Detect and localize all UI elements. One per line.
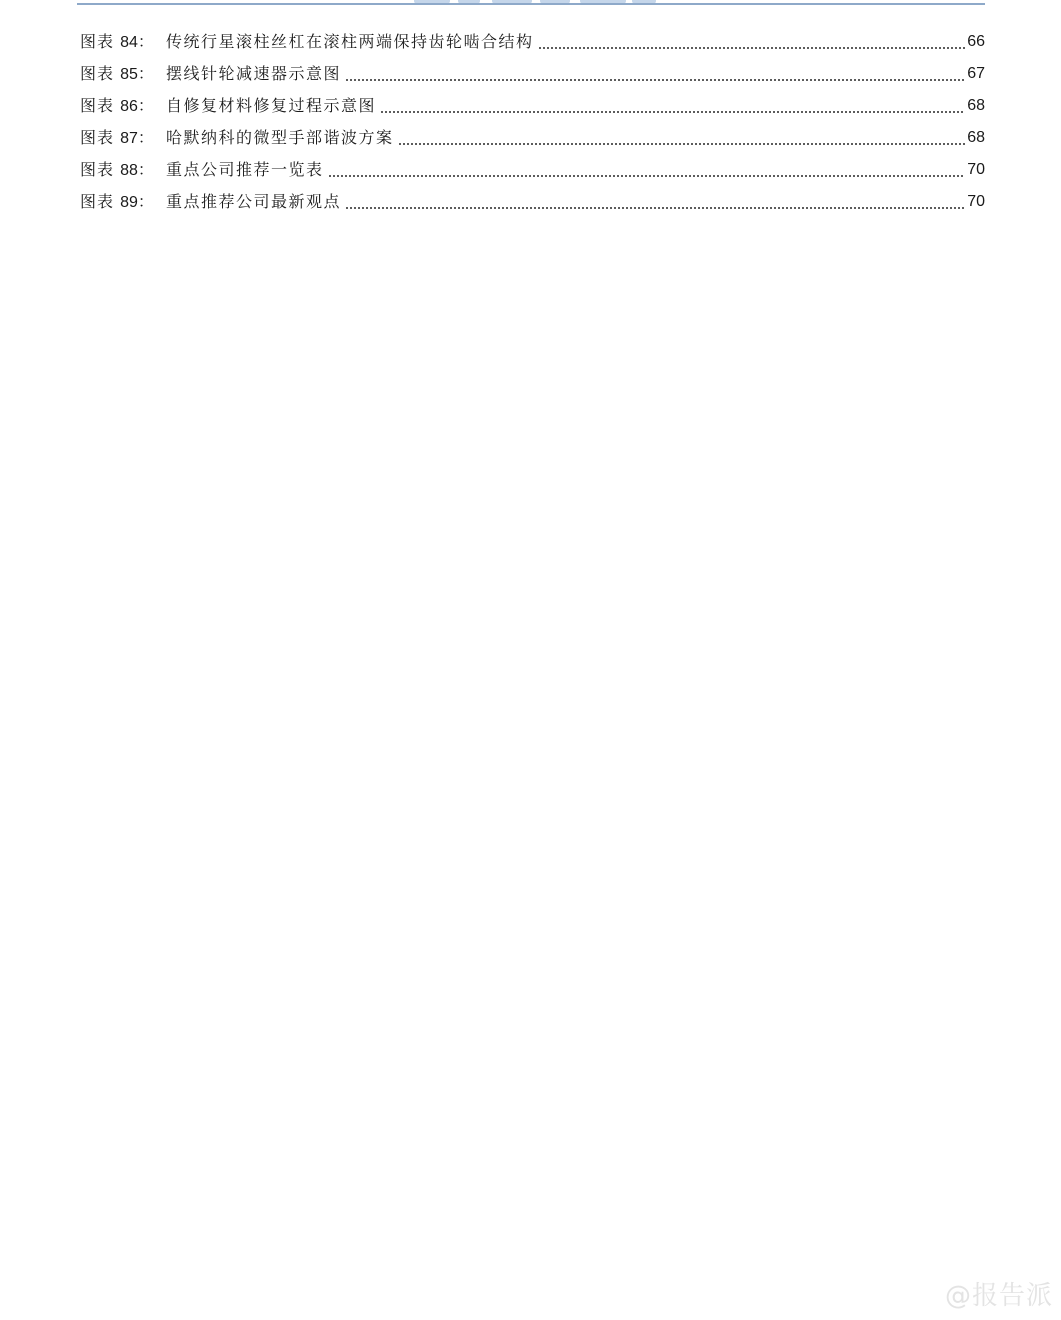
- figure-label: 图表 84：: [80, 31, 155, 51]
- figure-label: 图表 89：: [80, 191, 155, 211]
- dot-leader: [345, 79, 965, 81]
- figure-title: 传统行星滚柱丝杠在滚柱两端保持齿轮啮合结构: [166, 32, 534, 51]
- page-number: 67: [967, 65, 985, 82]
- dot-leader: [328, 175, 966, 177]
- toc-entry[interactable]: [80, 26, 985, 58]
- toc-entry[interactable]: [80, 186, 985, 218]
- dot-leader: [380, 111, 965, 113]
- page-number: 70: [967, 161, 985, 178]
- figure-label: 图表 86：: [80, 95, 155, 115]
- page-number: 66: [967, 33, 985, 50]
- header-rule: [77, 3, 985, 5]
- dot-leader: [345, 207, 965, 209]
- toc-entry[interactable]: [80, 58, 985, 90]
- toc-entry[interactable]: [80, 90, 985, 122]
- figure-title: 重点公司推荐一览表: [166, 160, 324, 179]
- figure-title: 摆线针轮减速器示意图: [166, 64, 342, 83]
- figure-title: 哈默纳科的微型手部谐波方案: [166, 128, 394, 147]
- page-number: 70: [967, 193, 985, 210]
- dot-leader: [398, 143, 966, 145]
- page-number: 68: [967, 97, 985, 114]
- figure-label: 图表 87：: [80, 127, 155, 147]
- watermark: @报告派: [944, 1281, 1053, 1311]
- toc-entry[interactable]: [80, 154, 985, 186]
- figure-title: 自修复材料修复过程示意图: [166, 96, 377, 115]
- toc-entry[interactable]: [80, 122, 985, 154]
- figure-label: 图表 88：: [80, 159, 155, 179]
- figure-title: 重点推荐公司最新观点: [166, 192, 342, 211]
- figure-label: 图表 85：: [80, 63, 155, 83]
- dot-leader: [538, 47, 966, 49]
- page-number: 68: [967, 129, 985, 146]
- table-of-figures: [80, 26, 985, 218]
